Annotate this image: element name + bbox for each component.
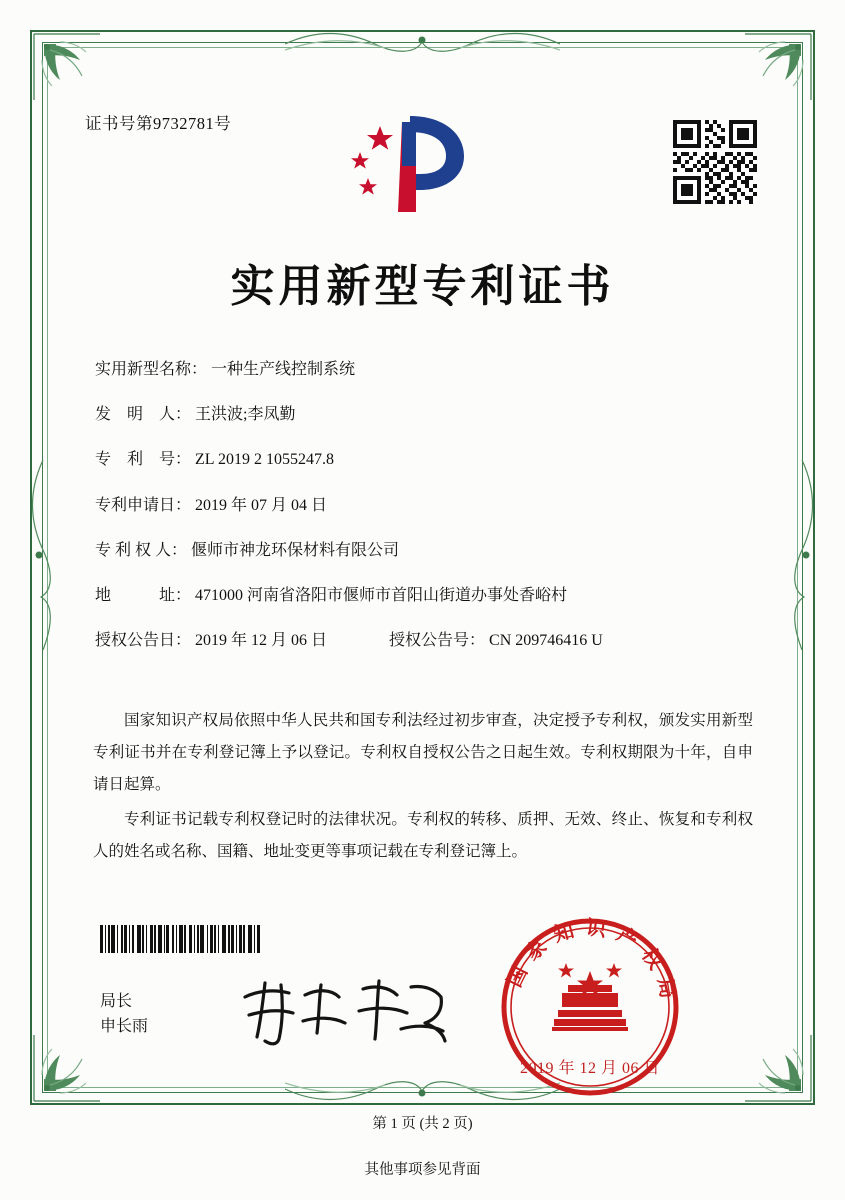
field-label: 专 利 权 人： xyxy=(95,541,188,559)
svg-text:国家知识产权局: 国家知识产权局 xyxy=(501,915,683,1010)
field-value: 王洪波;李凤勤 xyxy=(195,406,296,424)
field-label: 专利申请日： xyxy=(95,496,192,514)
director-name: 申长雨 xyxy=(100,1017,149,1035)
seal-date: 2019 年 12 月 06 日 xyxy=(520,1060,661,1077)
barcode xyxy=(100,925,330,953)
field-row xyxy=(95,405,765,424)
field-row xyxy=(95,360,765,379)
field-row xyxy=(95,450,765,469)
handwritten-signature-icon xyxy=(235,975,450,1047)
certificate-number: 证书号第9732781号 xyxy=(85,114,232,133)
field-value: ZL 2019 2 1055247.8 xyxy=(195,451,334,469)
cnipa-logo-icon xyxy=(340,108,475,218)
page-number: 第 1 页 (共 2 页) xyxy=(372,1116,473,1132)
field-label: 发 明 人： xyxy=(95,406,192,424)
field-value: 471000 河南省洛阳市偃师市首阳山街道办事处香峪村 xyxy=(195,586,568,604)
field-row xyxy=(95,586,765,605)
footer-note: 其他事项参见背面 xyxy=(364,1162,481,1178)
grant-publication-value: CN 209746416 U xyxy=(489,632,603,650)
director-title: 局长 xyxy=(100,993,133,1010)
field-value: 偃师市神龙环保材料有限公司 xyxy=(191,541,400,559)
field-label: 地 址： xyxy=(95,586,192,604)
legal-paragraphs xyxy=(93,705,753,872)
field-row xyxy=(95,541,765,560)
field-value: 2019 年 07 月 04 日 xyxy=(195,496,328,514)
page-title: 实用新型专利证书 xyxy=(230,261,615,312)
grant-date-label: 授权公告日： xyxy=(95,632,192,650)
field-list xyxy=(95,360,765,676)
legal-paragraph: 专利证书记载专利权登记时的法律状况。专利权的转移、质押、无效、终止、恢复和专利权人的姓名或名称、国籍、地址变更等事项记载在专利登记簿上。 xyxy=(93,811,753,861)
grant-date-value: 2019 年 12 月 06 日 xyxy=(195,632,328,650)
field-label: 专 利 号： xyxy=(95,451,192,469)
grant-publication-label: 授权公告号： xyxy=(389,632,486,650)
field-label: 实用新型名称： xyxy=(95,361,208,378)
legal-paragraph: 国家知识产权局依照中华人民共和国专利法经过初步审查，决定授予专利权，颁发实用新型专利证书并在专利登记簿上予以登记。专利权自授权公告之日起生效。专利权期限为十年，自申请日起算。 xyxy=(93,712,753,793)
field-row xyxy=(95,496,765,515)
field-value: 一种生产线控制系统 xyxy=(211,361,356,378)
qr-code-icon xyxy=(673,120,757,204)
signature-block xyxy=(100,990,148,1040)
grant-row xyxy=(95,631,765,650)
